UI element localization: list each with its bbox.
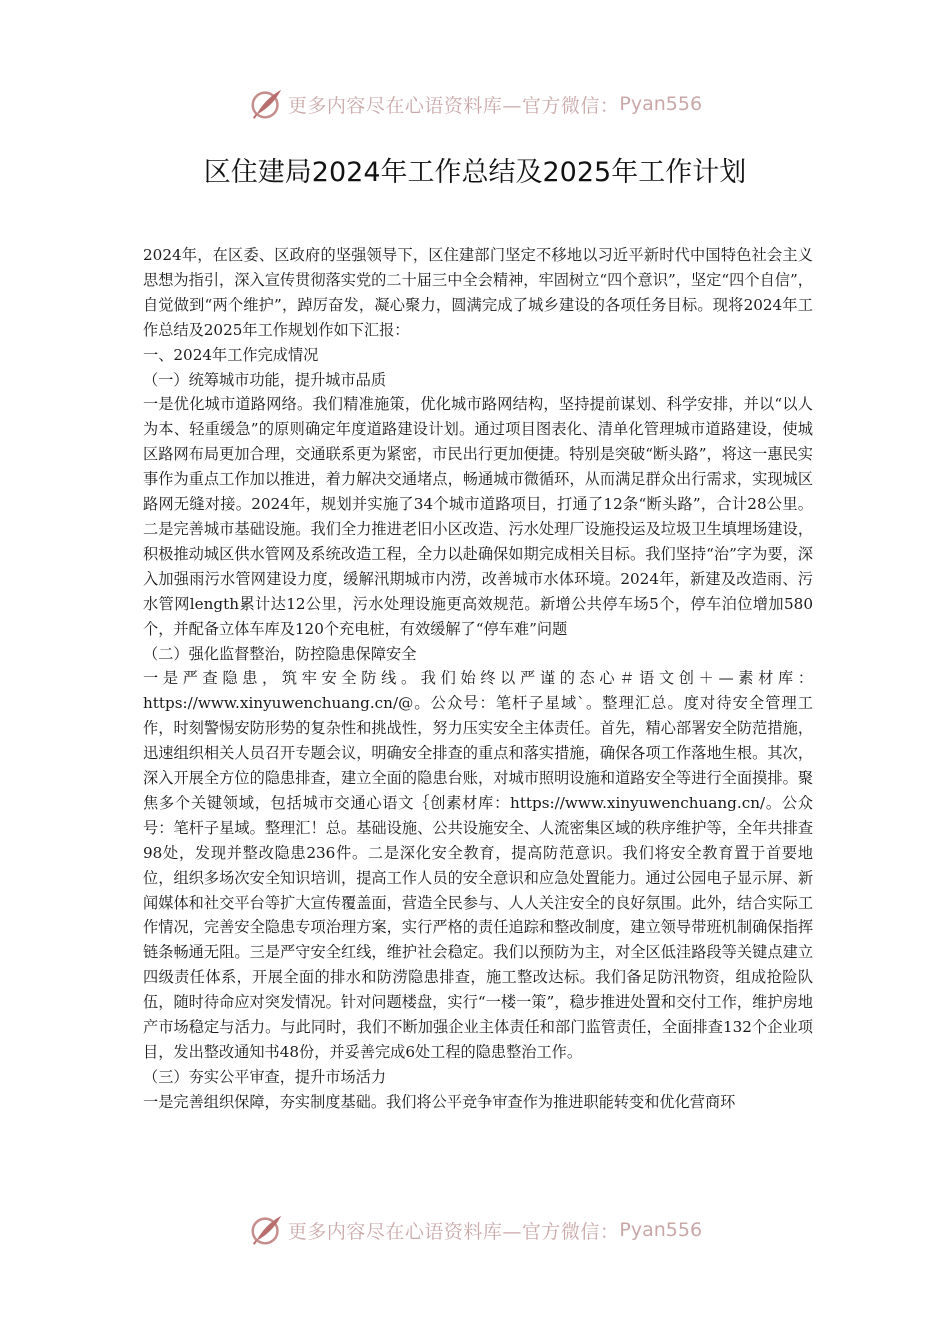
paragraph: 一是严查隐患，筑牢安全防线。我们始终以严谨的态心＃语文创＋—素材库：https://www.xinyuwenchuang.cn/@。公众号：笔杆子星域`。整理汇总。度对待安全管理工作，时刻警惕安防形势的复杂性和挑战性，努力压实安全主体责任。首先，精心部署安全防范措施，迅速组织相关人员召开专题会议，明确安全排查的重点和落实措施，确保各项工作落地生根。其次，深入开展全方位的隐患排查，建立全面的隐患台账，对城市照明设施和道路安全等进行全面摸排。聚焦多个关键领域，包括城市交通心语文｛创素材库：https://www.xinyuwenchuang.cn/。公众号：笔杆子星域。整理汇！总。基础设施、公共设施安全、人流密集区域的秩序维护等，全年共排查98处，发现并整改隐患236件。二是深化安全教育，提高防范意识。我们将安全教育置于首要地位，组织多场次安全知识培训，提高工作人员的安全意识和应急处置能力。通过公园电子显示屏、新闻媒体和社交平台等扩大宣传覆盖面，营造全民参与、人人关注安全的良好氛围。此外，结合实际工作情况，完善安全隐患专项治理方案，实行严格的责任追踪和整改制度，建立领导带班机制确保指挥链条畅通无阻。三是严守安全红线，维护社会稳定。我们以预防为主，对全区低洼路段等关键点建立四级责任体系，开展全面的排水和防涝隐患排查，施工整改达标。我们备足防汛物资，组成抢险队伍，随时待命应对突发情况。针对问题楼盘，实行“一楼一策”，稳步推进处置和交付工作，维护房地产市场稳定与活力。与此同时，我们不断加强企业主体责任和部门监管责任，全面排查132个企业项目，发出整改通知书48份，并妥善完成6处工程的隐患整治工作。 [143,669,813,1061]
subsection-heading: （三）夯实公平审查，提升市场活力 [143,1067,386,1086]
paragraph: 一是优化城市道路网络。我们精准施策，优化城市路网结构，坚持提前谋划、科学安排，并以“以人为本、轻重缓急”的原则确定年度道路建设计划。通过项目图表化、清单化管理城市道路建设，使城区路网布局更加合理，交通联系更为紧密，市民出行更加便捷。特别是突破“断头路”，将这一惠民实事作为重点工作加以推进，着力解决交通堵点，畅通城市微循环，从而满足群众出行需求，实现城区路网无缝对接。2024年，规划并实施了34个城市道路项目，打通了12条“断头路”，合计28公里。二是完善城市基础设施。我们全力推进老旧小区改造、污水处理厂设施投运及垃圾卫生填埋场建设，积极推动城区供水管网及系统改造工程，全力以赴确保如期完成相关目标。我们坚持“治”字为要，深入加强雨污水管网建设力度，缓解汛期城市内涝，改善城市水体环境。2024年，新建及改造雨、污水管网length累计达12公里，污水处理设施更高效规范。新增公共停车场5个，停车泊位增加580个，并配备立体车库及120个充电桩，有效缓解了“停车难”问题 [143,395,813,638]
watermark-wechat-id: Pyan556 [619,1219,703,1241]
footer-watermark [0,1208,950,1252]
watermark-brand-text: 更多内容尽在心语资料库—官方微信： [287,94,620,117]
watermark-brand-text: 更多内容尽在心语资料库—官方微信： [287,1220,620,1243]
document-title: 区住建局2024年工作总结及2025年工作计划 [203,157,747,188]
subsection-heading: （一）统筹城市功能，提升城市品质 [143,370,386,389]
paragraph: 一是完善组织保障，夯实制度基础。我们将公平竞争审查作为推进职能转变和优化营商环 [143,1092,736,1111]
paragraph-intro: 2024年，在区委、区政府的坚强领导下，区住建部门坚定不移地以习近平新时代中国特色社会主义思想为指引，深入宣传贯彻落实党的二十届三中全会精神，牢固树立“四个意识”，坚定“四个自信”，自觉做到“两个维护”，踔厉奋发，凝心聚力，圆满完成了城乡建设的各项任务目标。现将2024年工作总结及2025年工作规划作如下汇报： [143,246,813,339]
quill-logo-icon [248,85,286,123]
header-watermark [0,82,950,126]
document-body [143,243,813,1115]
section-heading: 一、2024年工作完成情况 [143,345,319,364]
subsection-heading: （二）强化监督整治，防控隐患保障安全 [143,644,417,663]
watermark-wechat-id: Pyan556 [619,93,703,115]
quill-logo-icon [248,1211,286,1249]
